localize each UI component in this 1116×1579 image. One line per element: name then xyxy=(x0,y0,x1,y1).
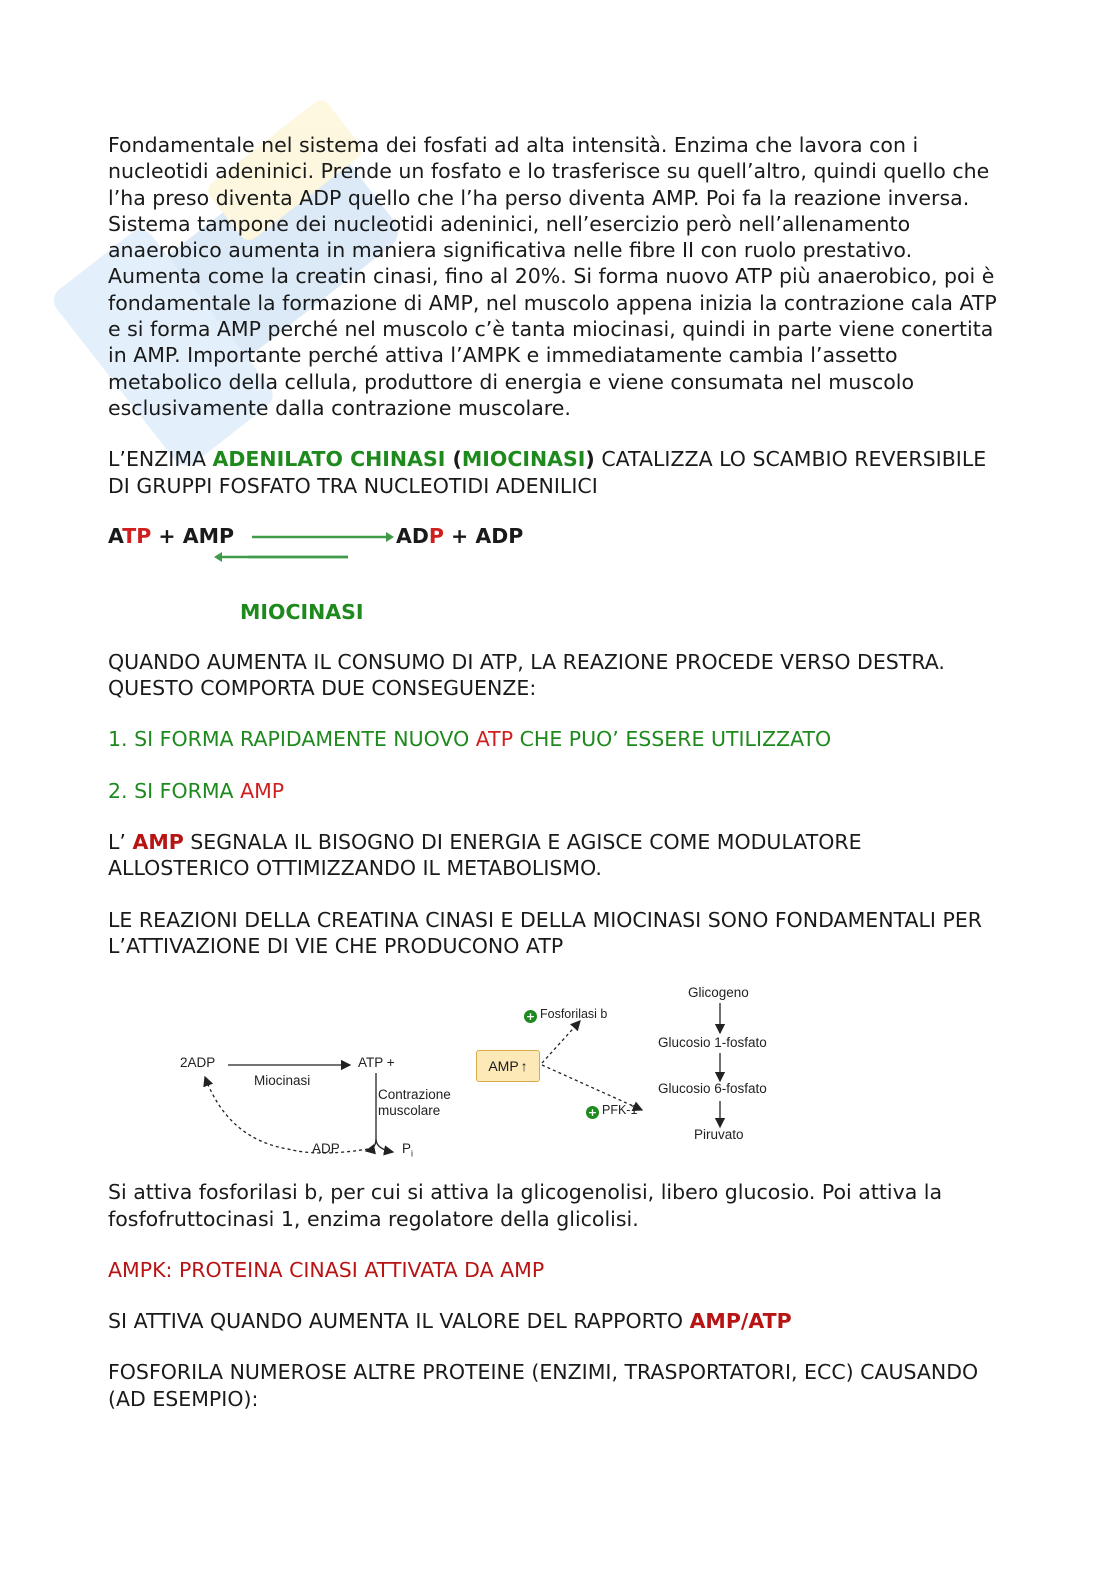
atp-plus-label: ATP + xyxy=(358,1055,395,1071)
item2-amp: AMP xyxy=(240,778,285,803)
activation-plus-icon: + xyxy=(587,1106,598,1120)
amp-box-label: AMP xyxy=(488,1058,519,1075)
intro-paragraph: Fondamentale nel sistema dei fosfati ad alta intensità. Enzima che lavora con i nucleotidi adeninici. Prende un fosfato e lo trasferisce su quell’altro, quindi quello che l’ha preso diventa ADP quello che l’ha perso diventa AMP. Poi fa la reazione inversa. Sistema tampone dei nucleotidi adeninici, nell’esercizio però nell’allenamento anaerobico aumenta in maniera significativa nelle fibre II con ruolo prestativo. Aumenta come la creatin cinasi, fino al 20%. Si forma nuovo ATP più anaerobico, poi è fondamentale la formazione di AMP, nel muscolo appena inizia la contrazione cala ATP e si forma AMP perché nel muscolo c’è tanta miocinasi, quindi in parte viene conertita in AMP. Importante perché attiva l’AMPK e immediatamente cambia l’assetto metabolico della cellula, produttore di energia e viene consumata nel muscolo esclusivamente dalla contrazione muscolare. xyxy=(108,133,997,420)
phosphorylates-paragraph: FOSFORILA NUMEROSE ALTRE PROTEINE (ENZIMI, TRASPORTATORI, ECC) CAUSANDO (AD ESEMPIO): xyxy=(108,1360,979,1411)
glicogeno-label: Glicogeno xyxy=(688,985,749,1001)
amp-signal-paragraph xyxy=(108,829,998,882)
fosforilasi-label: Fosforilasi b xyxy=(540,1007,608,1022)
amp-box xyxy=(476,1050,540,1082)
muscolare-label: muscolare xyxy=(378,1103,441,1119)
activation-paragraph: Si attiva fosforilasi b, per cui si attiva la glicogenolisi, libero glucosio. Poi attiva la fosfofruttocinasi 1, enzima regolatore della glicolisi. xyxy=(108,1180,943,1231)
amp-pathway-diagram xyxy=(168,985,788,1179)
pi-label xyxy=(402,1141,413,1159)
adp-label: ADP xyxy=(312,1141,340,1157)
atp-tp: TP xyxy=(122,523,152,548)
pfk-label: PFK-1 xyxy=(602,1103,638,1118)
item1-pre: 1. SI FORMA RAPIDAMENTE NUOVO xyxy=(108,727,476,752)
paren-open: ( xyxy=(445,447,462,472)
g6p-label: Glucosio 6-fosfato xyxy=(658,1081,767,1097)
document-page xyxy=(108,132,998,1412)
reaction-enzyme-label: MIOCINASI xyxy=(240,599,364,624)
plus-amp: + AMP xyxy=(151,523,235,548)
amp-signal-post: SEGNALA IL BISOGNO DI ENERGIA E AGISCE COME MODULATORE ALLOSTERICO OTTIMIZZANDO IL METABOLISMO. xyxy=(108,830,862,881)
pi-sub: i xyxy=(411,1148,414,1159)
consumption-paragraph: QUANDO AUMENTA IL CONSUMO DI ATP, LA REAZIONE PROCEDE VERSO DESTRA. QUESTO COMPORTA DUE CONSEGUENZE: xyxy=(108,649,945,701)
miocinasi-reaction xyxy=(108,524,998,564)
ampk-ratio-paragraph xyxy=(108,1308,998,1334)
item1-atp: ATP xyxy=(475,727,514,752)
amp-signal-amp: AMP xyxy=(132,830,184,855)
up-arrow-icon: ↑ xyxy=(520,1058,528,1075)
enzyme-statement xyxy=(108,446,998,499)
reaction-products xyxy=(396,524,523,548)
enzyme-suffix: CATALIZZA LO SCAMBIO REVERSIBILE DI GRUPPI FOSFATO TRA NUCLEOTIDI ADENILICI xyxy=(108,447,987,498)
amp-signal-pre: L’ xyxy=(108,830,133,855)
ampk-ratio-pre: SI ATTIVA QUANDO AUMENTA IL VALORE DEL RAPPORTO xyxy=(108,1309,690,1334)
contrazione-label: Contrazione xyxy=(378,1087,451,1103)
item2-pre: 2. SI FORMA xyxy=(108,778,241,803)
miocinasi-label: Miocinasi xyxy=(254,1073,311,1089)
activation-plus-icon: + xyxy=(525,1010,536,1024)
atp-a: A xyxy=(108,523,123,548)
enzyme-prefix: L’ENZIMA xyxy=(108,447,213,472)
reactions-paragraph: LE REAZIONI DELLA CREATINA CINASI E DELLA MIOCINASI SONO FONDAMENTALI PER L’ATTIVAZIONE DI VIE CHE PRODUCONO ATP xyxy=(108,907,983,958)
consequence-item-1 xyxy=(108,726,998,752)
enzyme-name: ADENILATO CHINASI xyxy=(212,447,446,472)
g1p-label: Glucosio 1-fosfato xyxy=(658,1035,767,1051)
enzyme-alias: MIOCINASI xyxy=(461,447,586,472)
ampk-title: AMPK: PROTEINA CINASI ATTIVATA DA AMP xyxy=(108,1257,545,1282)
paren-close: ) xyxy=(585,447,595,472)
ampk-ratio-value: AMP/ATP xyxy=(689,1309,792,1334)
adp-p: P xyxy=(428,523,444,548)
reverse-arrow xyxy=(212,524,352,564)
consequence-item-2 xyxy=(108,778,998,804)
adp-ad: AD xyxy=(396,523,429,548)
pi-p: P xyxy=(402,1141,412,1157)
plus-adp: + ADP xyxy=(443,523,524,548)
two-adp-label: 2ADP xyxy=(180,1055,216,1071)
item1-post: CHE PUO’ ESSERE UTILIZZATO xyxy=(513,727,832,752)
piruvato-label: Piruvato xyxy=(694,1127,744,1143)
